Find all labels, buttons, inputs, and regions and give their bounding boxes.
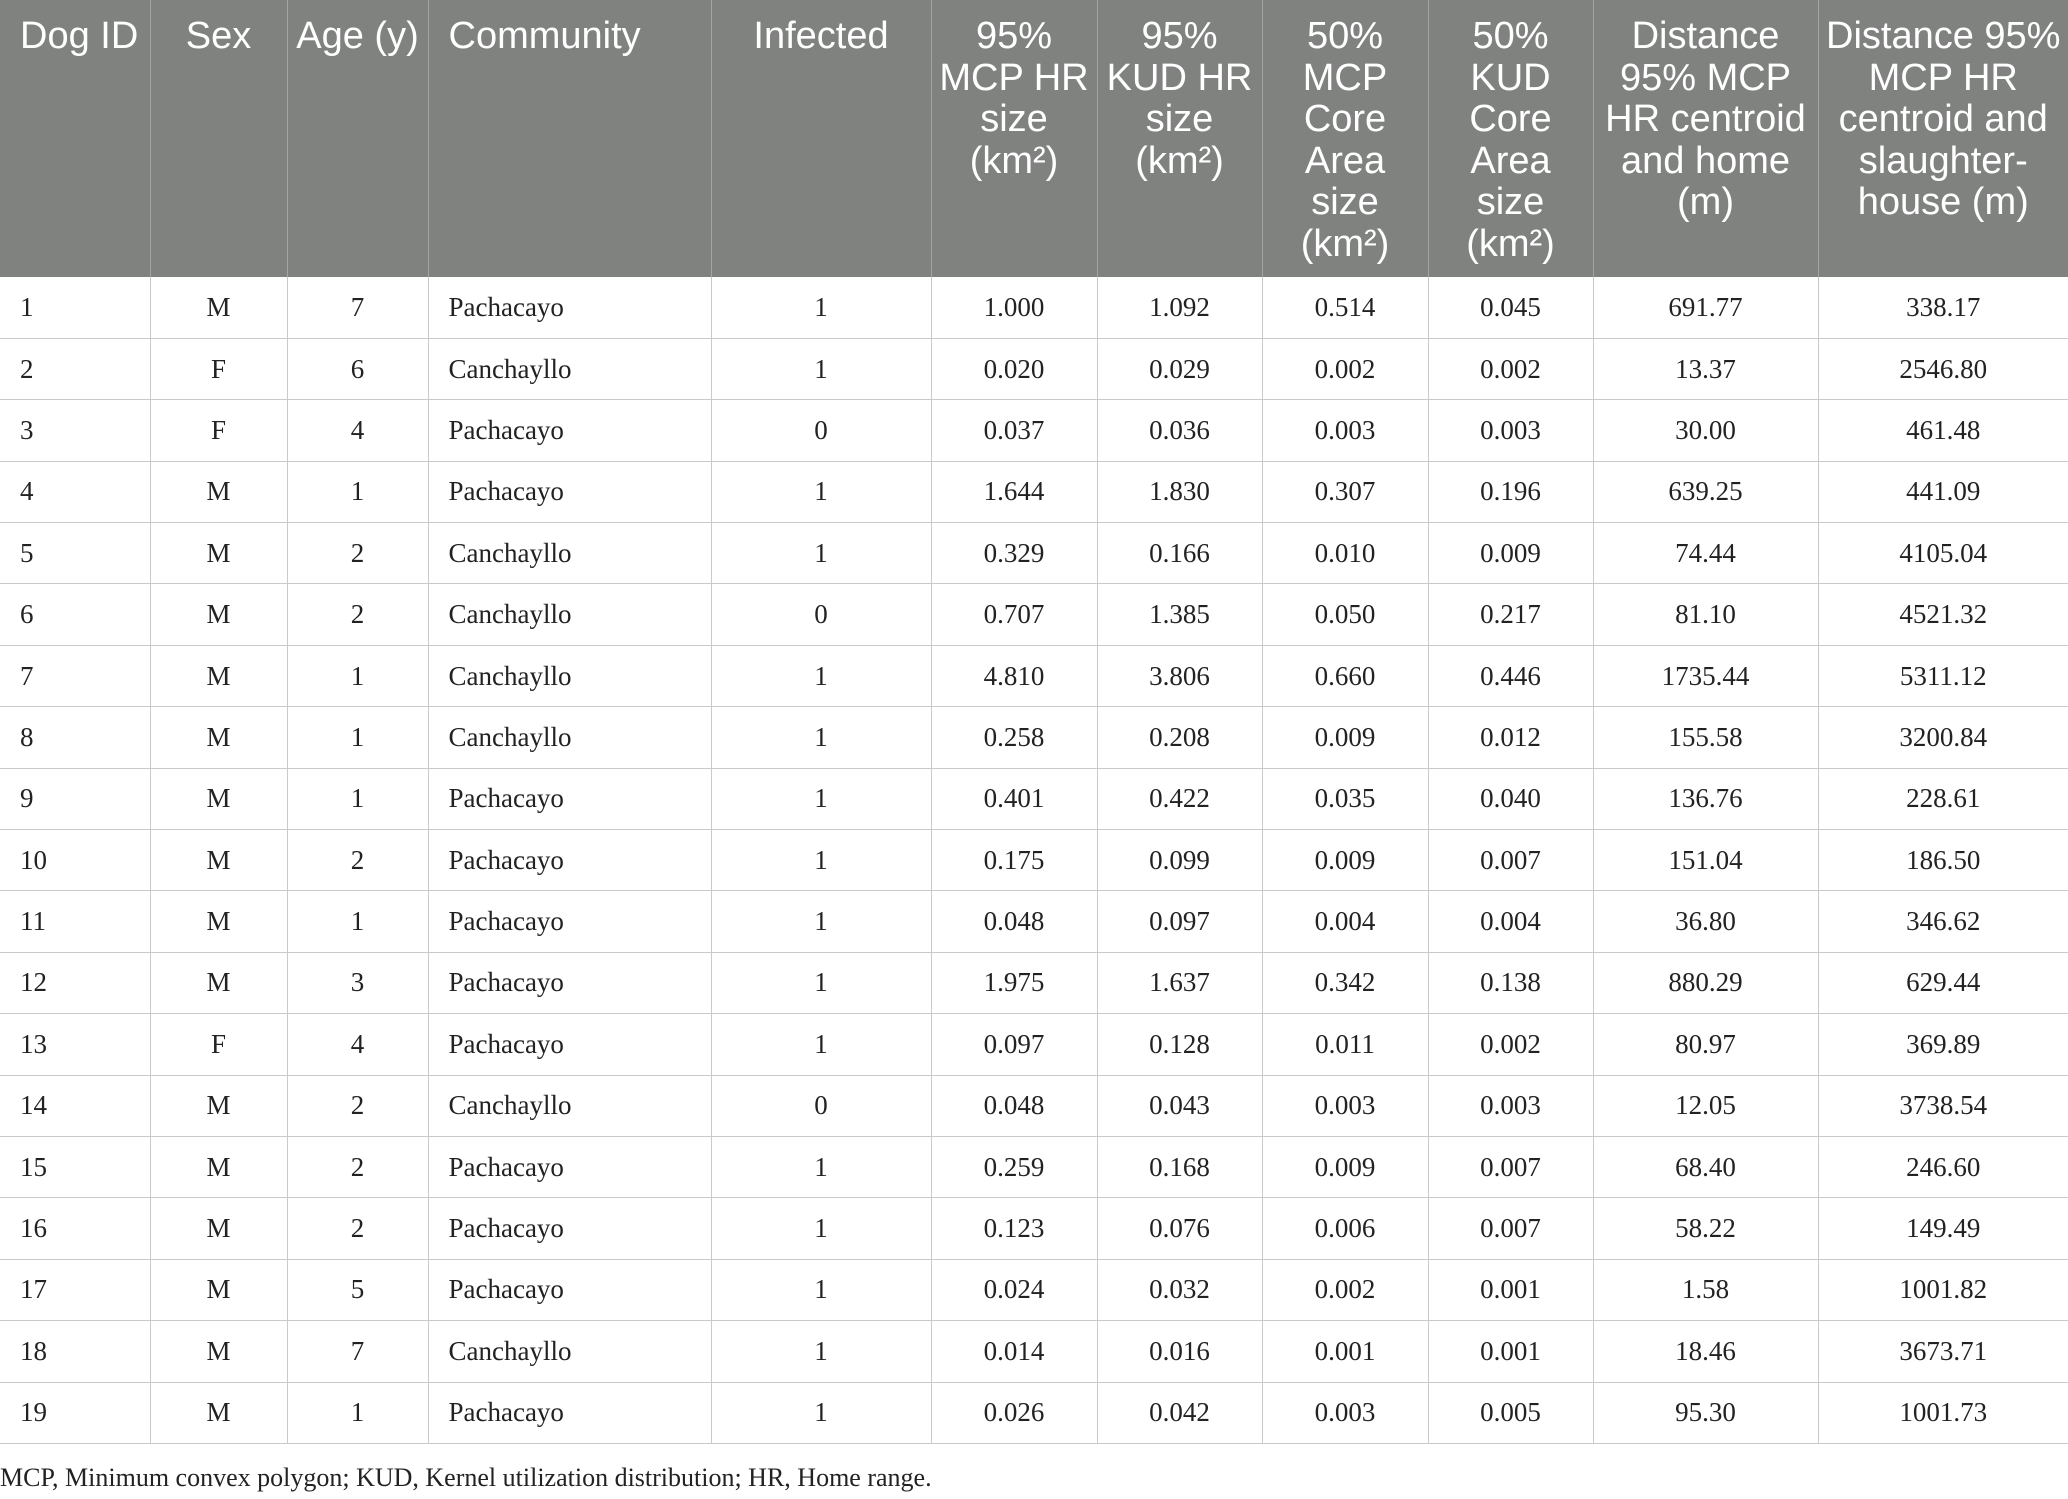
table-cell: 30.00 (1593, 400, 1818, 461)
table-cell: 95.30 (1593, 1382, 1818, 1443)
table-cell: Pachacayo (428, 768, 711, 829)
table-cell: Pachacayo (428, 461, 711, 522)
table-cell: 5 (0, 523, 150, 584)
table-cell: 10 (0, 830, 150, 891)
table-cell: 0.048 (931, 891, 1097, 952)
table-cell: 3738.54 (1818, 1075, 2068, 1136)
table-cell: 1.385 (1097, 584, 1262, 645)
column-header: Distance 95% MCP HR centroid and slaughter-house (m) (1818, 0, 2068, 277)
table-row (0, 830, 2068, 891)
table-cell: M (150, 523, 287, 584)
table-cell: 4.810 (931, 645, 1097, 706)
table-cell: 0 (711, 1075, 931, 1136)
table-cell: 0.001 (1262, 1321, 1428, 1382)
table-cell: 0.007 (1428, 830, 1593, 891)
table-cell: 3 (287, 952, 428, 1013)
table-cell: 0.076 (1097, 1198, 1262, 1259)
table-cell: 7 (0, 645, 150, 706)
table-cell: 1.637 (1097, 952, 1262, 1013)
table-cell: 1.830 (1097, 461, 1262, 522)
table-cell: 228.61 (1818, 768, 2068, 829)
table-cell: 0.342 (1262, 952, 1428, 1013)
table-cell: 1 (711, 1382, 931, 1443)
table-cell: 1 (711, 277, 931, 338)
table-cell: 80.97 (1593, 1014, 1818, 1075)
table-cell: 15 (0, 1136, 150, 1197)
table-cell: 0.002 (1428, 338, 1593, 399)
table-cell: 0.660 (1262, 645, 1428, 706)
table-cell: 0.003 (1262, 1382, 1428, 1443)
table-row (0, 768, 2068, 829)
table-cell: 0.097 (931, 1014, 1097, 1075)
table-cell: 0.029 (1097, 338, 1262, 399)
table-cell: F (150, 1014, 287, 1075)
table-cell: 149.49 (1818, 1198, 2068, 1259)
table-cell: 0.007 (1428, 1198, 1593, 1259)
table-cell: 2 (287, 1075, 428, 1136)
table-cell: 6 (0, 584, 150, 645)
table-cell: 1735.44 (1593, 645, 1818, 706)
table-row (0, 338, 2068, 399)
table-cell: 0.307 (1262, 461, 1428, 522)
table-row (0, 645, 2068, 706)
table-cell: 2546.80 (1818, 338, 2068, 399)
table-cell: 3.806 (1097, 645, 1262, 706)
table-cell: 18.46 (1593, 1321, 1818, 1382)
table-cell: Pachacayo (428, 952, 711, 1013)
table-cell: 0.123 (931, 1198, 1097, 1259)
table-cell: 7 (287, 1321, 428, 1382)
table-cell: 74.44 (1593, 523, 1818, 584)
table-cell: M (150, 277, 287, 338)
table-cell: 1 (711, 523, 931, 584)
table-cell: 5311.12 (1818, 645, 2068, 706)
table-cell: 0.422 (1097, 768, 1262, 829)
table-cell: 3200.84 (1818, 707, 2068, 768)
table-cell: 441.09 (1818, 461, 2068, 522)
table-row (0, 523, 2068, 584)
table-cell: 0.014 (931, 1321, 1097, 1382)
table-cell: Canchayllo (428, 707, 711, 768)
table-cell: 629.44 (1818, 952, 2068, 1013)
table-cell: 0.010 (1262, 523, 1428, 584)
table-cell: 0.003 (1262, 1075, 1428, 1136)
table-cell: 0.099 (1097, 830, 1262, 891)
column-header: 95% KUD HR size (km²) (1097, 0, 1262, 277)
table-cell: 461.48 (1818, 400, 2068, 461)
table-cell: 0.196 (1428, 461, 1593, 522)
table-cell: 0.020 (931, 338, 1097, 399)
table-cell: Pachacayo (428, 1382, 711, 1443)
table-cell: M (150, 1075, 287, 1136)
column-header: Community (428, 0, 711, 277)
table-cell: 1 (711, 830, 931, 891)
table-cell: 0.009 (1428, 523, 1593, 584)
column-header: Infected (711, 0, 931, 277)
table-footnote: MCP, Minimum convex polygon; KUD, Kernel utilization distribution; HR, Home range. (0, 1463, 932, 1492)
table-cell: 0.007 (1428, 1136, 1593, 1197)
table-cell: 0.217 (1428, 584, 1593, 645)
header-row (0, 0, 2068, 277)
table-cell: 1 (287, 891, 428, 952)
table-cell: 0.002 (1262, 1259, 1428, 1320)
table-cell: 0.026 (931, 1382, 1097, 1443)
table-cell: 1 (711, 1014, 931, 1075)
table-cell: 0.012 (1428, 707, 1593, 768)
table-cell: 0.045 (1428, 277, 1593, 338)
table-row (0, 1075, 2068, 1136)
table-cell: 346.62 (1818, 891, 2068, 952)
table-cell: 1 (711, 338, 931, 399)
table-cell: Canchayllo (428, 1321, 711, 1382)
table-cell: 1 (711, 1259, 931, 1320)
table-cell: 0.002 (1428, 1014, 1593, 1075)
table-cell: 0.097 (1097, 891, 1262, 952)
table-cell: 1 (711, 707, 931, 768)
table-cell: M (150, 707, 287, 768)
table-cell: 5 (287, 1259, 428, 1320)
table-cell: Pachacayo (428, 891, 711, 952)
table-cell: Pachacayo (428, 277, 711, 338)
column-header: 95% MCP HR size (km²) (931, 0, 1097, 277)
table-cell: 13.37 (1593, 338, 1818, 399)
table-cell: 58.22 (1593, 1198, 1818, 1259)
table-cell: 1 (0, 277, 150, 338)
table-cell: 0.707 (931, 584, 1097, 645)
table-cell: 13 (0, 1014, 150, 1075)
table-row (0, 584, 2068, 645)
table-cell: 1 (711, 645, 931, 706)
table-cell: 0.040 (1428, 768, 1593, 829)
table-cell: 1 (711, 1198, 931, 1259)
table-cell: Pachacayo (428, 1198, 711, 1259)
table-cell: 2 (287, 830, 428, 891)
table-cell: Pachacayo (428, 830, 711, 891)
table-cell: 0.329 (931, 523, 1097, 584)
table-cell: 0.050 (1262, 584, 1428, 645)
table-cell: 0.514 (1262, 277, 1428, 338)
table-cell: 0.446 (1428, 645, 1593, 706)
table-cell: 0.009 (1262, 707, 1428, 768)
table-cell: Pachacayo (428, 1136, 711, 1197)
table-cell: 639.25 (1593, 461, 1818, 522)
table-cell: 1001.82 (1818, 1259, 2068, 1320)
table-cell: Canchayllo (428, 523, 711, 584)
table-cell: M (150, 584, 287, 645)
table-cell: 4 (0, 461, 150, 522)
table-cell: 0.009 (1262, 1136, 1428, 1197)
table-row (0, 952, 2068, 1013)
table-cell: M (150, 461, 287, 522)
table-cell: 1 (287, 461, 428, 522)
table-cell: 155.58 (1593, 707, 1818, 768)
table-cell: 691.77 (1593, 277, 1818, 338)
table-cell: 0.259 (931, 1136, 1097, 1197)
table-cell: 68.40 (1593, 1136, 1818, 1197)
table-cell: 0.166 (1097, 523, 1262, 584)
table-cell: F (150, 338, 287, 399)
table-cell: 186.50 (1818, 830, 2068, 891)
table-cell: Canchayllo (428, 584, 711, 645)
table-cell: M (150, 891, 287, 952)
table-cell: 1.644 (931, 461, 1097, 522)
table-cell: 0.043 (1097, 1075, 1262, 1136)
table-cell: 1 (711, 1136, 931, 1197)
column-header: Sex (150, 0, 287, 277)
table-cell: M (150, 1321, 287, 1382)
table-cell: 1.000 (931, 277, 1097, 338)
table-cell: 4105.04 (1818, 523, 2068, 584)
table-row (0, 1014, 2068, 1075)
table-cell: 1.58 (1593, 1259, 1818, 1320)
table-cell: 0.003 (1262, 400, 1428, 461)
table-cell: 1.092 (1097, 277, 1262, 338)
table-cell: 0.003 (1428, 1075, 1593, 1136)
table-row (0, 1136, 2068, 1197)
table-cell: 3 (0, 400, 150, 461)
table-cell: 7 (287, 277, 428, 338)
table-cell: 0.042 (1097, 1382, 1262, 1443)
table-cell: 880.29 (1593, 952, 1818, 1013)
table-cell: 0.004 (1428, 891, 1593, 952)
table-cell: 12 (0, 952, 150, 1013)
table-cell: Pachacayo (428, 1014, 711, 1075)
table-cell: 0.401 (931, 768, 1097, 829)
table-cell: 0.001 (1428, 1259, 1593, 1320)
table-cell: 0.003 (1428, 400, 1593, 461)
table-cell: 0.024 (931, 1259, 1097, 1320)
table-cell: M (150, 830, 287, 891)
table-cell: Canchayllo (428, 1075, 711, 1136)
table-cell: 1 (287, 645, 428, 706)
table-cell: M (150, 952, 287, 1013)
table-cell: 4 (287, 400, 428, 461)
table-cell: Canchayllo (428, 338, 711, 399)
table-cell: 18 (0, 1321, 150, 1382)
table-cell: 0.138 (1428, 952, 1593, 1013)
table-cell: 1 (287, 707, 428, 768)
table-cell: 0.036 (1097, 400, 1262, 461)
table-cell: 1 (711, 461, 931, 522)
table-cell: 0.168 (1097, 1136, 1262, 1197)
table-cell: 136.76 (1593, 768, 1818, 829)
table-cell: 0.009 (1262, 830, 1428, 891)
table-cell: 4521.32 (1818, 584, 2068, 645)
table-cell: 4 (287, 1014, 428, 1075)
column-header: Distance 95% MCP HR centroid and home (m) (1593, 0, 1818, 277)
table-cell: Pachacayo (428, 400, 711, 461)
table-cell: 36.80 (1593, 891, 1818, 952)
table-cell: 1 (287, 1382, 428, 1443)
table-cell: 12.05 (1593, 1075, 1818, 1136)
table-cell: 2 (0, 338, 150, 399)
table-cell: 2 (287, 1198, 428, 1259)
table-cell: 17 (0, 1259, 150, 1320)
table-cell: 0.258 (931, 707, 1097, 768)
table-row (0, 1198, 2068, 1259)
table-row (0, 1382, 2068, 1443)
table-cell: 1 (711, 1321, 931, 1382)
table-cell: 2 (287, 1136, 428, 1197)
table-row (0, 1321, 2068, 1382)
table-row (0, 461, 2068, 522)
table-cell: 6 (287, 338, 428, 399)
table-cell: 1.975 (931, 952, 1097, 1013)
column-header: Dog ID (0, 0, 150, 277)
table-cell: 0.037 (931, 400, 1097, 461)
table-row (0, 707, 2068, 768)
table-cell: 338.17 (1818, 277, 2068, 338)
table-cell: 11 (0, 891, 150, 952)
table-cell: 2 (287, 523, 428, 584)
table-cell: 151.04 (1593, 830, 1818, 891)
table-cell: 0 (711, 400, 931, 461)
table-cell: M (150, 1136, 287, 1197)
column-header: 50% KUD Core Area size (km²) (1428, 0, 1593, 277)
table-cell: 2 (287, 584, 428, 645)
table-cell: 0.004 (1262, 891, 1428, 952)
table-cell: 0.006 (1262, 1198, 1428, 1259)
table-row (0, 277, 2068, 338)
table-cell: 0 (711, 584, 931, 645)
table-cell: 16 (0, 1198, 150, 1259)
table-cell: 1 (711, 768, 931, 829)
table-cell: 14 (0, 1075, 150, 1136)
table-cell: 0.128 (1097, 1014, 1262, 1075)
table-cell: 19 (0, 1382, 150, 1443)
table-body (0, 277, 2068, 1443)
table-cell: M (150, 1198, 287, 1259)
table-cell: 1001.73 (1818, 1382, 2068, 1443)
table-cell: 81.10 (1593, 584, 1818, 645)
table-cell: M (150, 1382, 287, 1443)
table-cell: 0.016 (1097, 1321, 1262, 1382)
column-header: 50% MCP Core Area size (km²) (1262, 0, 1428, 277)
table-row (0, 891, 2068, 952)
table-cell: 0.175 (931, 830, 1097, 891)
table-cell: 1 (711, 891, 931, 952)
table-cell: M (150, 645, 287, 706)
table-cell: 0.005 (1428, 1382, 1593, 1443)
table-cell: Canchayllo (428, 645, 711, 706)
table-cell: 246.60 (1818, 1136, 2068, 1197)
table-cell: 0.048 (931, 1075, 1097, 1136)
table-cell: 0.011 (1262, 1014, 1428, 1075)
table-cell: 0.208 (1097, 707, 1262, 768)
table-cell: 8 (0, 707, 150, 768)
column-header: Age (y) (287, 0, 428, 277)
table-cell: Pachacayo (428, 1259, 711, 1320)
table-cell: 0.002 (1262, 338, 1428, 399)
table-cell: 0.032 (1097, 1259, 1262, 1320)
table-cell: M (150, 768, 287, 829)
table-cell: 369.89 (1818, 1014, 2068, 1075)
table-cell: 0.001 (1428, 1321, 1593, 1382)
table-cell: 9 (0, 768, 150, 829)
table-cell: 0.035 (1262, 768, 1428, 829)
table-cell: M (150, 1259, 287, 1320)
table-cell: 1 (287, 768, 428, 829)
table-cell: F (150, 400, 287, 461)
table-cell: 3673.71 (1818, 1321, 2068, 1382)
table-row (0, 400, 2068, 461)
table-row (0, 1259, 2068, 1320)
table-cell: 1 (711, 952, 931, 1013)
